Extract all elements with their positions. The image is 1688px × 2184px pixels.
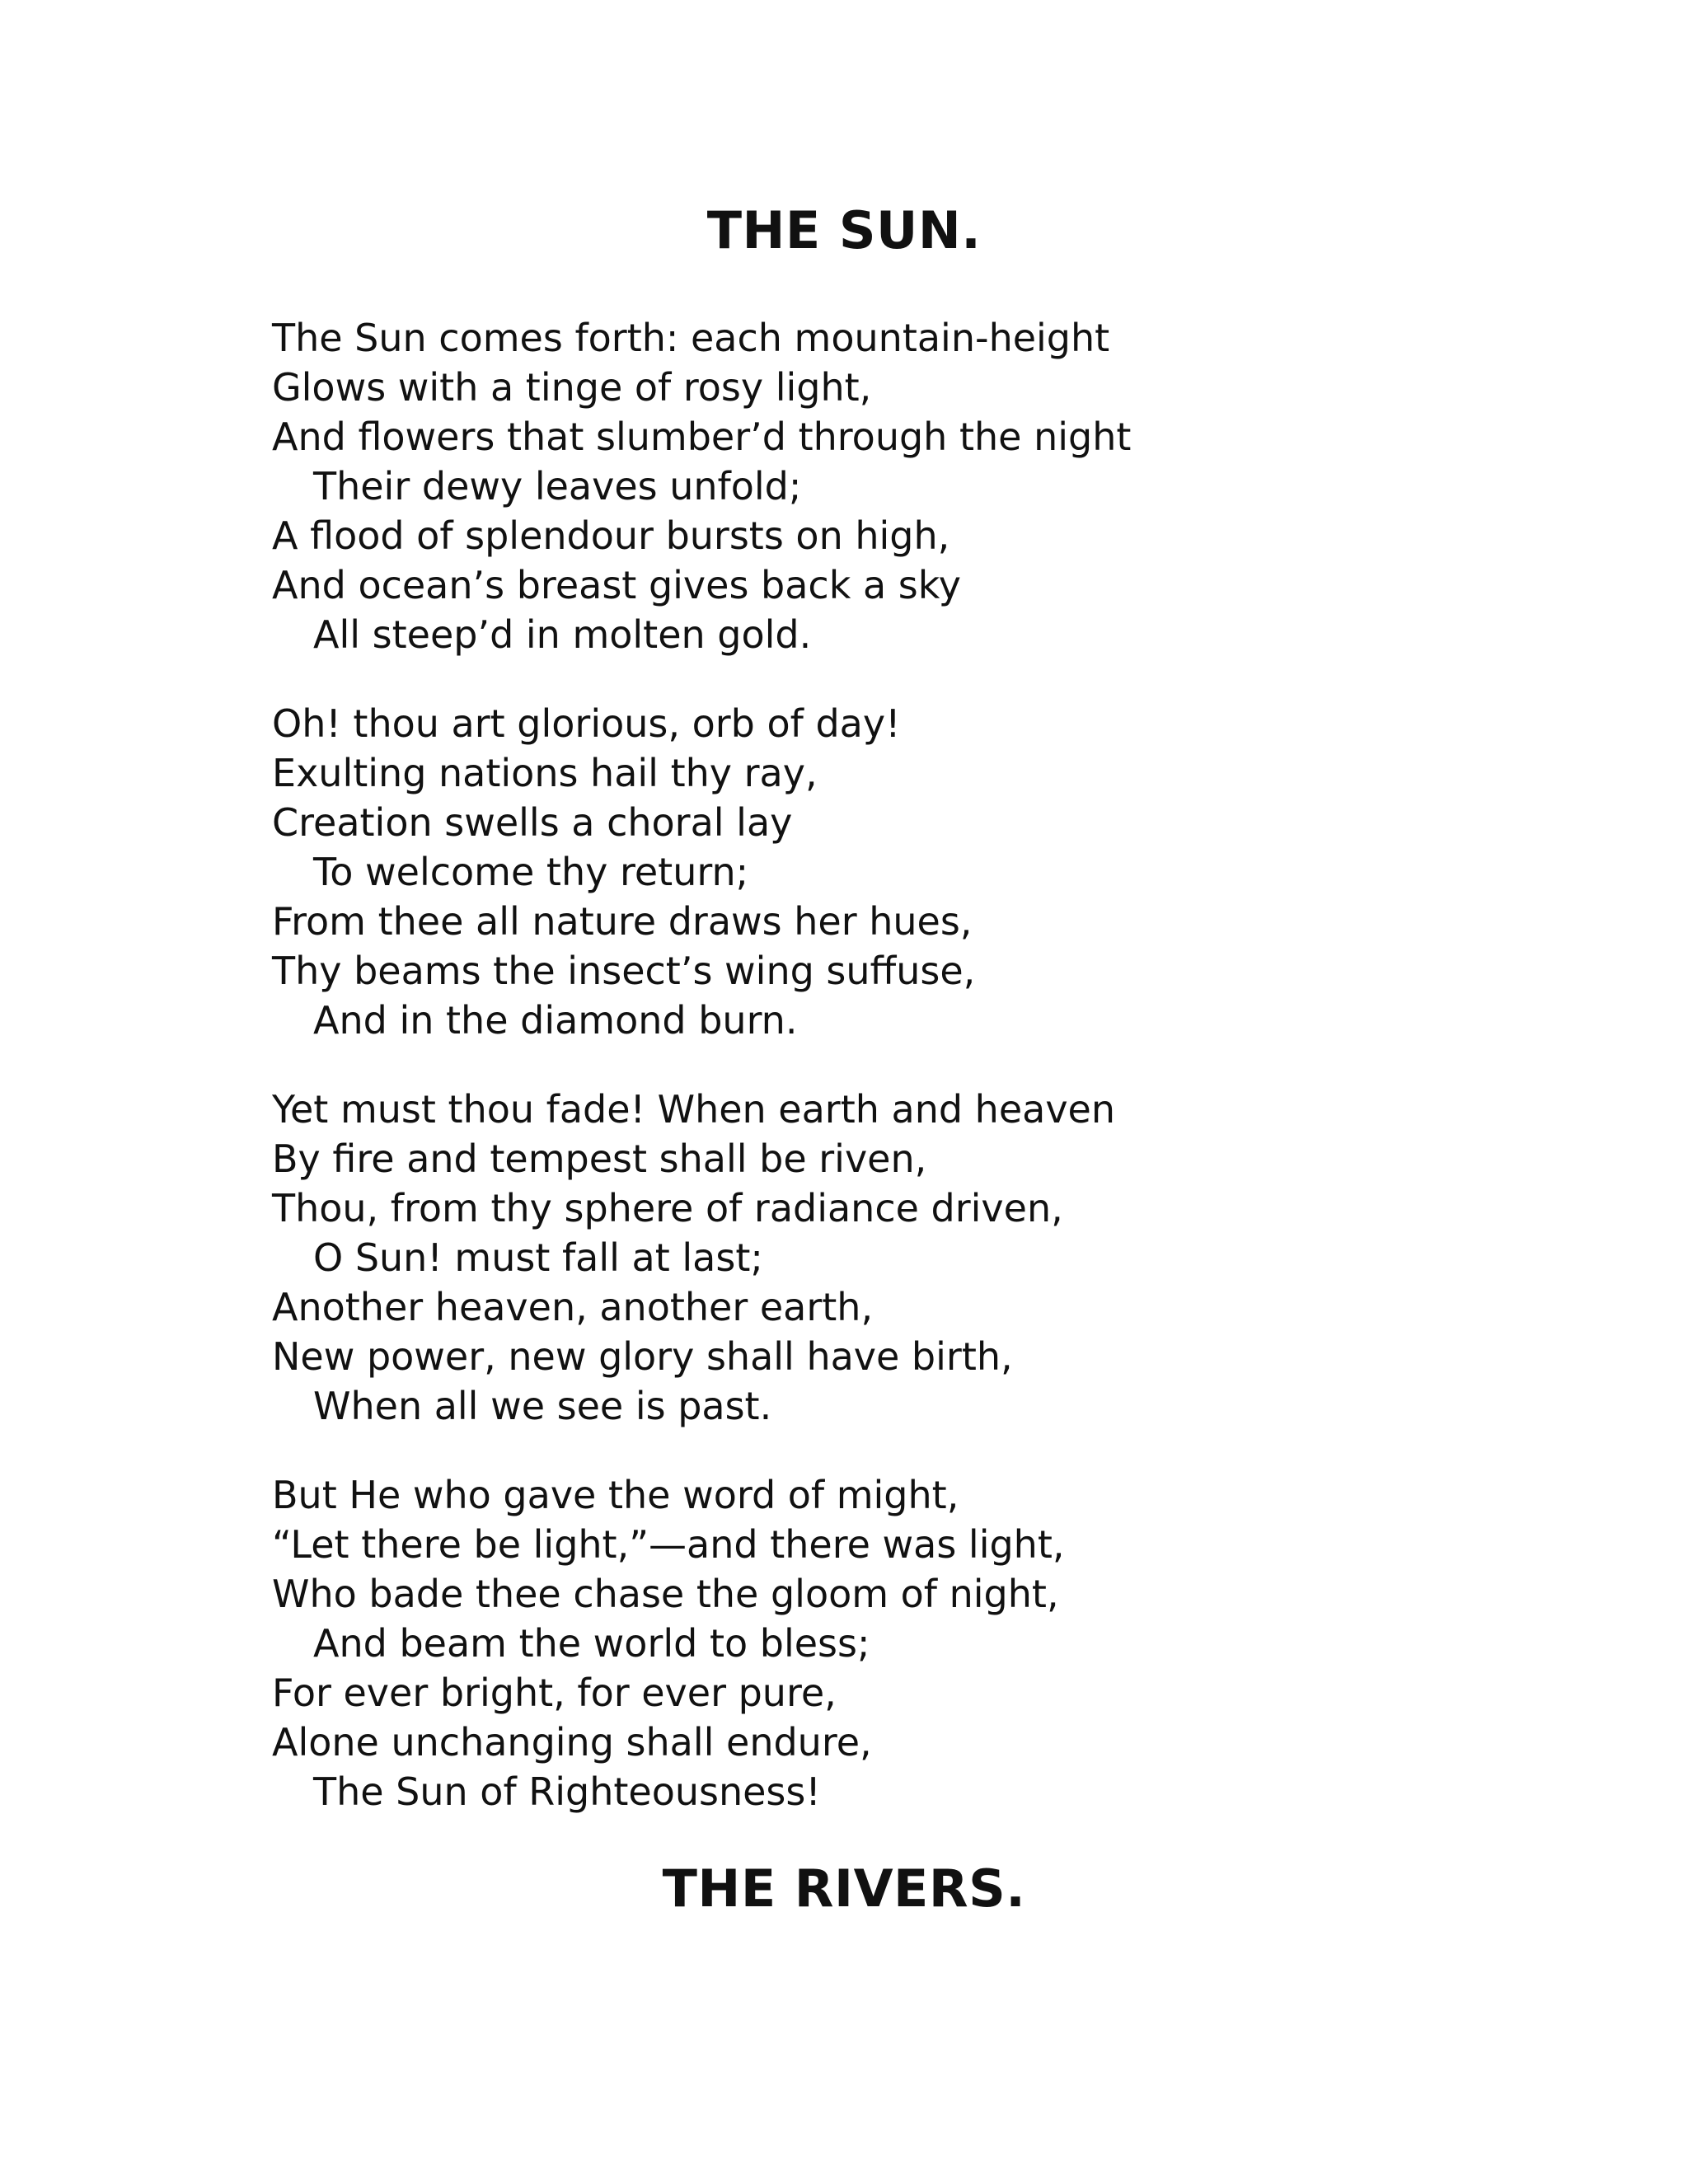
- poem-line: And ocean’s breast gives back a sky: [272, 563, 961, 607]
- poem-line-indented: And in the diamond burn.: [313, 998, 798, 1043]
- poem-line: Creation swells a choral lay: [272, 800, 793, 845]
- poem-line-indented: To welcome thy return;: [313, 850, 749, 894]
- poem-line: Thou, from thy sphere of radiance driven,: [272, 1186, 1063, 1230]
- stanza-4: [272, 1470, 1508, 1816]
- poem-title: THE SUN.: [706, 200, 982, 260]
- poem-line: For ever bright, for ever pure,: [272, 1671, 837, 1715]
- stanza-3: [272, 1085, 1508, 1431]
- poem-line: Alone unchanging shall endure,: [272, 1720, 872, 1765]
- poem-line: And flowers that slumber’d through the night: [272, 415, 1132, 459]
- poem-line: Who bade thee chase the gloom of night,: [272, 1572, 1059, 1616]
- poem-line: Glows with a tinge of rosy light,: [272, 365, 872, 410]
- poem-line: By fire and tempest shall be riven,: [272, 1137, 927, 1181]
- poem-line-indented: Their dewy leaves unfold;: [313, 464, 802, 509]
- next-poem-title: THE RIVERS.: [662, 1858, 1026, 1919]
- poem-line: Exulting nations hail thy ray,: [272, 751, 818, 795]
- poem-line: Yet must thou fade! When earth and heaven: [272, 1087, 1116, 1132]
- stanza-1: [272, 313, 1508, 659]
- poem-line: A flood of splendour bursts on high,: [272, 513, 950, 558]
- poem-line: Another heaven, another earth,: [272, 1285, 874, 1329]
- poem-line: From thee all nature draws her hues,: [272, 899, 973, 944]
- poem-line: Oh! thou art glorious, orb of day!: [272, 701, 901, 746]
- poem-line-indented: All steep’d in molten gold.: [313, 612, 812, 657]
- poem-line-indented: The Sun of Righteousness!: [313, 1769, 821, 1814]
- poem-line-indented: And beam the world to bless;: [313, 1621, 870, 1666]
- poem-line-indented: When all we see is past.: [313, 1384, 772, 1428]
- poem-line: Thy beams the insect’s wing suffuse,: [272, 949, 976, 993]
- poem-line: New power, new glory shall have birth,: [272, 1334, 1013, 1379]
- stanza-2: [272, 699, 1508, 1045]
- poem-line-indented: O Sun! must fall at last;: [313, 1235, 763, 1280]
- poem-body: [272, 313, 1508, 1856]
- poem-line: “Let there be light,”—and there was light,: [272, 1522, 1065, 1567]
- poem-line: The Sun comes forth: each mountain-height: [272, 316, 1110, 360]
- poem-line: But He who gave the word of might,: [272, 1473, 959, 1517]
